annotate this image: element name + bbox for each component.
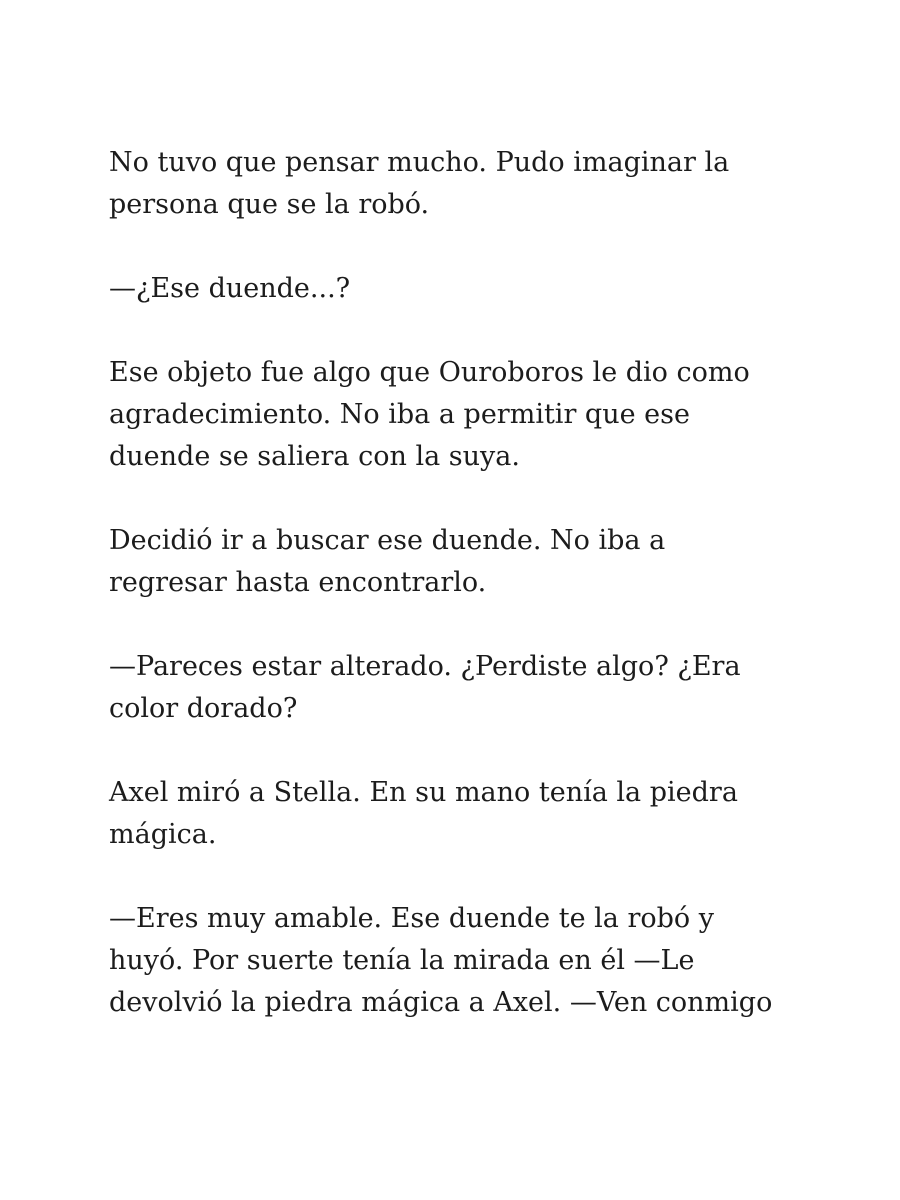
paragraph-1 xyxy=(109,142,809,226)
paragraph-4 xyxy=(109,520,809,604)
text-line: duende se saliera con la suya. xyxy=(109,441,520,472)
text-line: color dorado? xyxy=(109,693,298,724)
text-line: —Pareces estar alterado. ¿Perdiste algo? ¿Era xyxy=(109,651,741,682)
text-line: agradecimiento. No iba a permitir que ese xyxy=(109,399,690,430)
story-text xyxy=(109,142,809,1066)
text-line: mágica. xyxy=(109,819,217,850)
paragraph-7 xyxy=(109,898,809,1024)
paragraph-5 xyxy=(109,646,809,730)
paragraph-6 xyxy=(109,772,809,856)
text-line: —Eres muy amable. Ese duende te la robó y xyxy=(109,903,714,934)
text-line: Decidió ir a buscar ese duende. No iba a xyxy=(109,525,666,556)
text-line: devolvió la piedra mágica a Axel. —Ven conmigo xyxy=(109,987,773,1018)
paragraph-2 xyxy=(109,268,809,310)
text-line: persona que se la robó. xyxy=(109,189,430,220)
text-line: Ese objeto fue algo que Ouroboros le dio como xyxy=(109,357,750,388)
text-line: huyó. Por suerte tenía la mirada en él —Le xyxy=(109,945,695,976)
text-line: —¿Ese duende...? xyxy=(109,273,351,304)
text-line: Axel miró a Stella. En su mano tenía la piedra xyxy=(109,777,738,808)
text-line: regresar hasta encontrarlo. xyxy=(109,567,487,598)
paragraph-3 xyxy=(109,352,809,478)
text-line: No tuvo que pensar mucho. Pudo imaginar la xyxy=(109,147,730,178)
